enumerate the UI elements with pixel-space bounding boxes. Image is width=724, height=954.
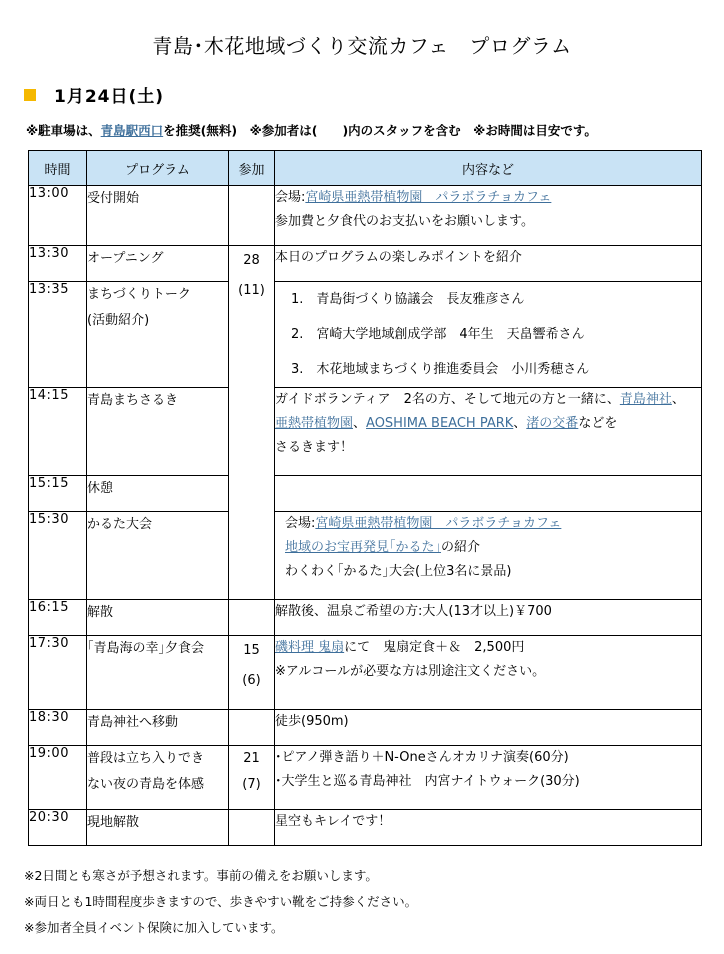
table-row [29, 600, 702, 636]
table-row [29, 746, 702, 810]
row-participants: 21 (7) [229, 746, 275, 810]
table-row [29, 186, 702, 246]
table-row [29, 710, 702, 746]
square-bullet-icon [24, 89, 36, 101]
row-program: 普段は立ち入りでき ない夜の青島を体感 [87, 746, 229, 810]
event-date: 1月24日(土) [54, 87, 165, 107]
row-time: 19:00 [29, 746, 87, 810]
row-program: ｢青島海の幸｣夕食会 [87, 636, 229, 710]
date-heading [24, 82, 164, 107]
row-time: 15:15 [29, 476, 87, 512]
row-content: 本日のプログラムの楽しみポイントを紹介 [275, 246, 702, 282]
row-program: 解散 [87, 600, 229, 636]
header-content: 内容など [275, 151, 702, 186]
table-row [29, 810, 702, 846]
row-time: 17:30 [29, 636, 87, 710]
row-content: 会場:宮崎県亜熱帯植物園 パラボラチョカフェ 地域のお宝再発見｢かるた｣の紹介 わくわく｢かるた｣大会(上位3名に景品) [275, 512, 702, 600]
table-row [29, 388, 702, 476]
table-row [29, 246, 702, 282]
beach-park-link[interactable]: AOSHIMA BEACH PARK [366, 416, 514, 431]
botanical-garden-link[interactable]: 亜熱帯植物園 [275, 416, 354, 431]
row-content: 磯料理 鬼扇にて 鬼扇定食＋＆ 2,500円 ※アルコールが必要な方は別途注文ください。 [275, 636, 702, 710]
row-participants [229, 186, 275, 246]
row-program: オープニング [87, 246, 229, 282]
row-content: 解散後、温泉ご希望の方:大人(13才以上)￥700 [275, 600, 702, 636]
row-participants [229, 810, 275, 846]
row-time: 14:15 [29, 388, 87, 476]
row-program: 受付開始 [87, 186, 229, 246]
karuta-link[interactable]: 地域のお宝再発見｢かるた｣ [285, 540, 442, 555]
speaker-item: 1. 青島街づくり協議会 長友雅彦さん [291, 292, 525, 307]
footnote-1: ※2日間とも寒さが予想されます。事前の備えをお願いします。 [24, 868, 378, 883]
row-content: ガイドボランティア 2名の方、そして地元の方と一緒に、青島神社、 亜熱帯植物園、AOSHIMA BEACH PARK、渚の交番などを さるきます！ [275, 388, 702, 476]
row-time: 15:30 [29, 512, 87, 600]
row-content: ･ピアノ弾き語り＋N-Oneさんオカリナ演奏(60分) ･大学生と巡る青島神社 内宮ナイトウォーク(30分) [275, 746, 702, 810]
row-participants [229, 600, 275, 636]
parking-notice: ※駐車場は、青島駅西口を推奨(無料) ※参加者は( )内のスタッフを含む ※お時間は目安です。 [26, 123, 597, 138]
restaurant-link[interactable]: 磯料理 鬼扇 [275, 640, 345, 655]
row-time: 20:30 [29, 810, 87, 846]
row-participants [229, 710, 275, 746]
row-program: 青島神社へ移動 [87, 710, 229, 746]
row-content: 徒歩(950m) [275, 710, 702, 746]
row-participants-merged: 28 (11) [229, 246, 275, 600]
table-row [29, 282, 702, 388]
row-time: 13:00 [29, 186, 87, 246]
row-program: 休憩 [87, 476, 229, 512]
header-time: 時間 [29, 151, 87, 186]
program-table [28, 150, 702, 846]
row-content: 会場:宮崎県亜熱帯植物園 パラボラチョカフェ 参加費と夕食代のお支払いをお願いします。 [275, 186, 702, 246]
footnote-2: ※両日とも1時間程度歩きますので、歩きやすい靴をご持参ください。 [24, 894, 418, 909]
shrine-link[interactable]: 青島神社 [619, 392, 672, 407]
row-program: 現地解散 [87, 810, 229, 846]
header-program: プログラム [87, 151, 229, 186]
table-row [29, 512, 702, 600]
row-participants: 15 (6) [229, 636, 275, 710]
police-box-link[interactable]: 渚の交番 [526, 416, 579, 431]
row-content: 星空もキレイです！ [275, 810, 702, 846]
row-time: 16:15 [29, 600, 87, 636]
speaker-item: 3. 木花地域まちづくり推進委員会 小川秀穂さん [291, 362, 590, 377]
row-content [275, 282, 702, 388]
row-time: 13:35 [29, 282, 87, 388]
row-content [275, 476, 702, 512]
table-row [29, 476, 702, 512]
table-header-row [29, 151, 702, 186]
row-time: 18:30 [29, 710, 87, 746]
venue-link[interactable]: 宮崎県亜熱帯植物園 パラボラチョカフェ [315, 516, 562, 531]
row-program: かるた大会 [87, 512, 229, 600]
speaker-item: 2. 宮崎大学地域創成学部 4年生 天畠響希さん [291, 327, 585, 342]
page-title: 青島･木花地域づくり交流カフェ プログラム [152, 34, 572, 58]
row-time: 13:30 [29, 246, 87, 282]
table-row [29, 636, 702, 710]
header-participants: 参加 [229, 151, 275, 186]
row-program: 青島まちさるき [87, 388, 229, 476]
row-program: まちづくりトーク (活動紹介) [87, 282, 229, 388]
parking-link[interactable]: 青島駅西口 [100, 123, 164, 138]
venue-link[interactable]: 宮崎県亜熱帯植物園 パラボラチョカフェ [305, 190, 552, 205]
footnote-3: ※参加者全員イベント保険に加入しています。 [24, 920, 284, 935]
